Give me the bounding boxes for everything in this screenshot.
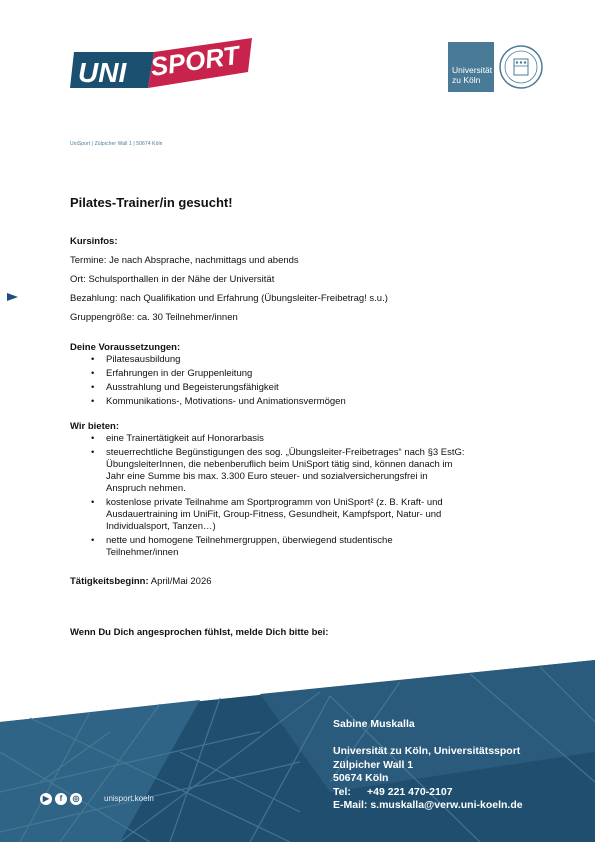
contact-tel-value[interactable]: +49 221 470-2107	[367, 785, 453, 798]
call-to-action: Wenn Du Dich angesprochen fühlst, melde Dich bitte bei:	[70, 627, 329, 638]
taetigkeitsbeginn-value: April/Mai 2026	[150, 576, 212, 587]
logo-uni-text: UNI	[78, 57, 127, 88]
uzk-logo-box	[448, 42, 494, 92]
list-item: • kostenlose private Teilnahme am Sportprogramm von UniSport² (z. B. Kraft- und Ausdauertraining im UniFit, Group-Fitness, Gesundheit, Kampfsport, Natur- und Individualsport, Tanzen…)	[91, 497, 443, 532]
voraussetzungen-heading: Deine Voraussetzungen:	[70, 342, 181, 353]
youtube-icon[interactable]: ▶	[40, 793, 52, 805]
kursinfo-gruppengroesse: Gruppengröße: ca. 30 Teilnehmer/innen	[70, 312, 238, 323]
uzk-seal-icon	[498, 44, 544, 90]
website-link[interactable]: unisport.koeln	[104, 794, 154, 803]
voraussetzungen-list	[70, 354, 550, 408]
list-item: • steuerrechtliche Begünstigungen des sog. „Übungsleiter-Freibetrages“ nach §3 EstG: ÜbungsleiterInnen, die nebenberuflich beim UniSport tätig sind, können danach im Jahr eine Summe bis max. 3.300 Euro steuer- und sozialversicherungsfrei in Anspruch nehmen.	[91, 447, 465, 494]
taetigkeitsbeginn-label: Tätigkeitsbeginn:	[70, 576, 149, 587]
contact-tel	[333, 786, 523, 800]
contact-city: 50674 Köln	[333, 772, 389, 784]
list-item: • nette und homogene Teilnehmergruppen, überwiegend studentische Teilnehmer/innen	[91, 535, 393, 558]
facebook-icon[interactable]: f	[55, 793, 67, 805]
contact-name: Sabine Muskalla	[333, 718, 415, 730]
globe-icon[interactable]: ◎	[70, 793, 82, 805]
kursinfos-heading: Kursinfos:	[70, 236, 118, 247]
list-item: • Pilatesausbildung	[91, 354, 181, 365]
list-item: • eine Trainertätigkeit auf Honorarbasis	[91, 433, 264, 444]
bieten-heading: Wir bieten:	[70, 421, 119, 432]
logo-sport-text: SPORT	[148, 39, 242, 82]
list-item: • Kommunikations-, Motivations- und Animationsvermögen	[91, 396, 346, 407]
contact-email-label: E-Mail:	[333, 799, 368, 811]
kursinfo-termine: Termine: Je nach Absprache, nachmittags und abends	[70, 255, 299, 266]
contact-block	[333, 718, 523, 813]
contact-email-value[interactable]: s.muskalla@verw.uni-koeln.de	[370, 799, 523, 811]
page-title: Pilates-Trainer/in gesucht!	[70, 195, 233, 210]
taetigkeitsbeginn	[70, 576, 212, 588]
uzk-logo	[448, 42, 544, 92]
unisport-logo	[70, 38, 252, 90]
uzk-line1: Universität	[452, 65, 493, 75]
list-item: • Erfahrungen in der Gruppenleitung	[91, 368, 253, 379]
contact-org: Universität zu Köln, Universitätssport	[333, 745, 521, 757]
contact-tel-label: Tel:	[333, 785, 351, 798]
contact-email	[333, 799, 523, 813]
kursinfo-ort: Ort: Schulsporthallen in der Nähe der Universität	[70, 274, 275, 285]
list-item: • Ausstrahlung und Begeisterungsfähigkeit	[91, 382, 279, 393]
social-icons	[40, 790, 85, 808]
kursinfo-bezahlung: Bezahlung: nach Qualifikation und Erfahrung (Übungsleiter-Freibetrag! s.u.)	[70, 293, 388, 304]
contact-street: Zülpicher Wall 1	[333, 758, 414, 771]
sender-address-line: UniSport | Zülpicher Wall 1 | 50674 Köln	[70, 141, 163, 147]
uzk-line2: zu Köln	[452, 74, 481, 85]
bieten-list	[70, 433, 550, 559]
arrow-marker-icon	[7, 293, 18, 301]
